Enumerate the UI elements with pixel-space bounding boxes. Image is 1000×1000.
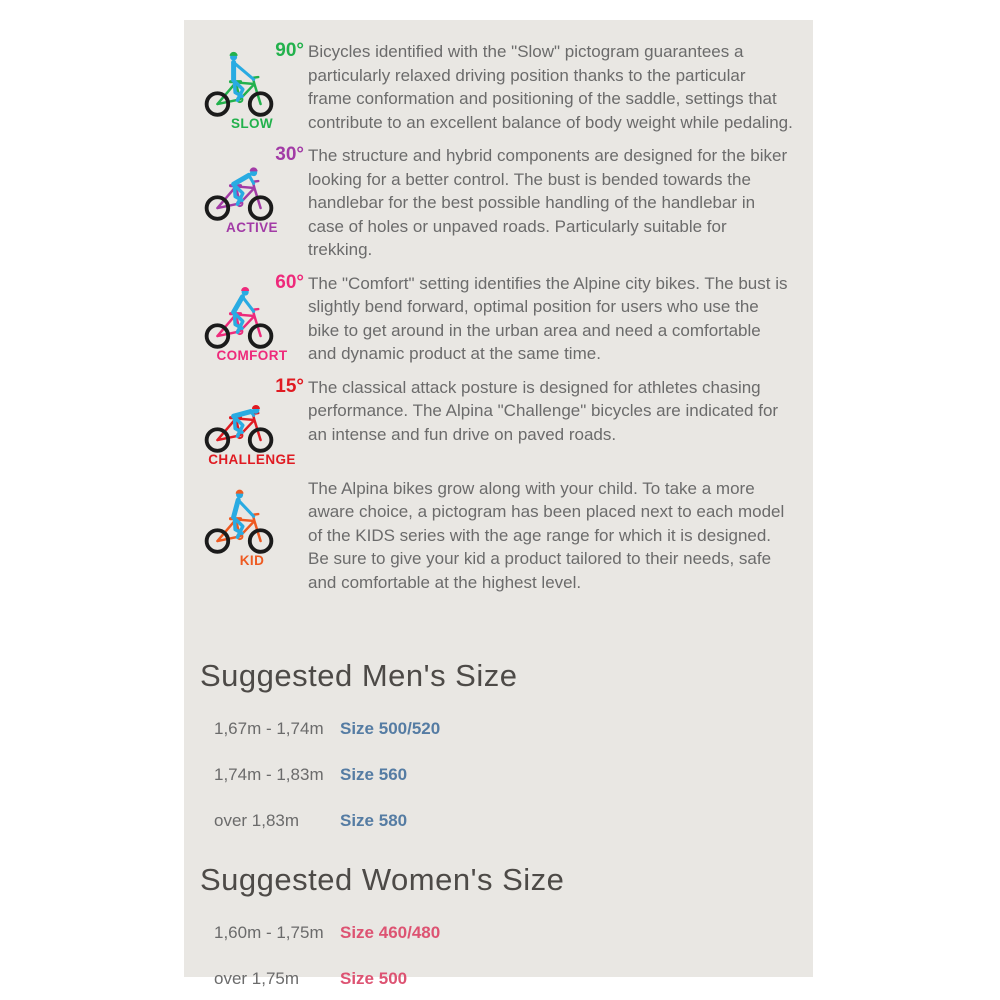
pictogram-active: [200, 142, 304, 262]
mens-size-heading: Suggested Men's Size: [200, 658, 518, 693]
mens-size-row: [214, 810, 813, 832]
pictogram-label: ACTIVE: [226, 220, 278, 235]
pictogram-label: CHALLENGE: [208, 451, 296, 467]
pictogram-description: The Alpina bikes grow along with your child. To take a more aware choice, a pictogram has been placed next to each model of the KIDS series with the age range for which it is designed. Be sure to give your kid a product tailored to their needs, safe and comfortable at the highest level.: [308, 478, 785, 592]
height-range: 1,74m - 1,83m: [214, 765, 324, 784]
bike-pictogram-icon: [202, 154, 276, 222]
angle-label: 60°: [275, 271, 304, 293]
pictogram-challenge: [200, 374, 304, 467]
height-range: 1,60m - 1,75m: [214, 923, 324, 942]
pictogram-row-comfort: [200, 270, 813, 366]
womens-size-row: [214, 922, 813, 944]
pictogram-description: The "Comfort" setting identifies the Alpine city bikes. The bust is slightly bend forward, optimal position for users who use the bike to get around in the urban area and need a comfortable and dynamic product at the same time.: [308, 273, 788, 363]
height-range: over 1,83m: [214, 811, 300, 830]
mens-size-row: [214, 764, 813, 786]
height-range: over 1,75m: [214, 969, 300, 988]
size-link[interactable]: Size 500/520: [340, 719, 441, 738]
pictogram-slow: [200, 38, 304, 134]
pictogram-description: The structure and hybrid components are designed for the biker looking for a better control. The bust is bended towards the handlebar for the best possible handling of the handlebar in case of holes or unpaved roads. Particularly suitable for trekking.: [308, 146, 788, 259]
pictogram-label: SLOW: [230, 116, 274, 131]
size-link[interactable]: Size 500: [340, 969, 408, 988]
height-range: 1,67m - 1,74m: [214, 719, 324, 738]
womens-size-table: [214, 922, 813, 990]
info-panel: [184, 20, 813, 988]
pictogram-kid: [200, 475, 304, 595]
pictogram-row-kid: [200, 475, 813, 595]
size-link[interactable]: Size 460/480: [340, 923, 441, 942]
bike-pictogram-icon: [202, 386, 276, 454]
pictogram-row-challenge: [200, 374, 813, 467]
angle-label: 15°: [275, 375, 304, 397]
angle-label: 30°: [275, 144, 304, 165]
bike-pictogram-icon: [202, 50, 276, 118]
pictogram-row-slow: [200, 38, 813, 134]
angle-label: 90°: [275, 40, 304, 61]
size-link[interactable]: Size 580: [340, 811, 408, 830]
pictogram-label: COMFORT: [216, 347, 288, 363]
womens-size-row: [214, 968, 813, 990]
pictogram-description: Bicycles identified with the "Slow" pictogram guarantees a particularly relaxed driving position thanks to the particular frame conformation and positioning of the saddle, settings that contribute to an excellent balance of body weight while pedaling.: [308, 42, 793, 132]
pictogram-comfort: [200, 270, 304, 366]
pictogram-label: KID: [239, 552, 265, 568]
pictogram-description: The classical attack posture is designed for athletes chasing performance. The Alpina "Challenge" bicycles are indicated for an intense and fun drive on paved roads.: [308, 377, 779, 444]
mens-size-row: [214, 718, 813, 740]
bike-pictogram-icon: [202, 487, 276, 555]
womens-size-heading: Suggested Women's Size: [200, 862, 565, 897]
bike-pictogram-icon: [202, 282, 276, 350]
size-link[interactable]: Size 560: [340, 765, 408, 784]
pictogram-row-active: [200, 142, 813, 262]
mens-size-table: [214, 718, 813, 832]
